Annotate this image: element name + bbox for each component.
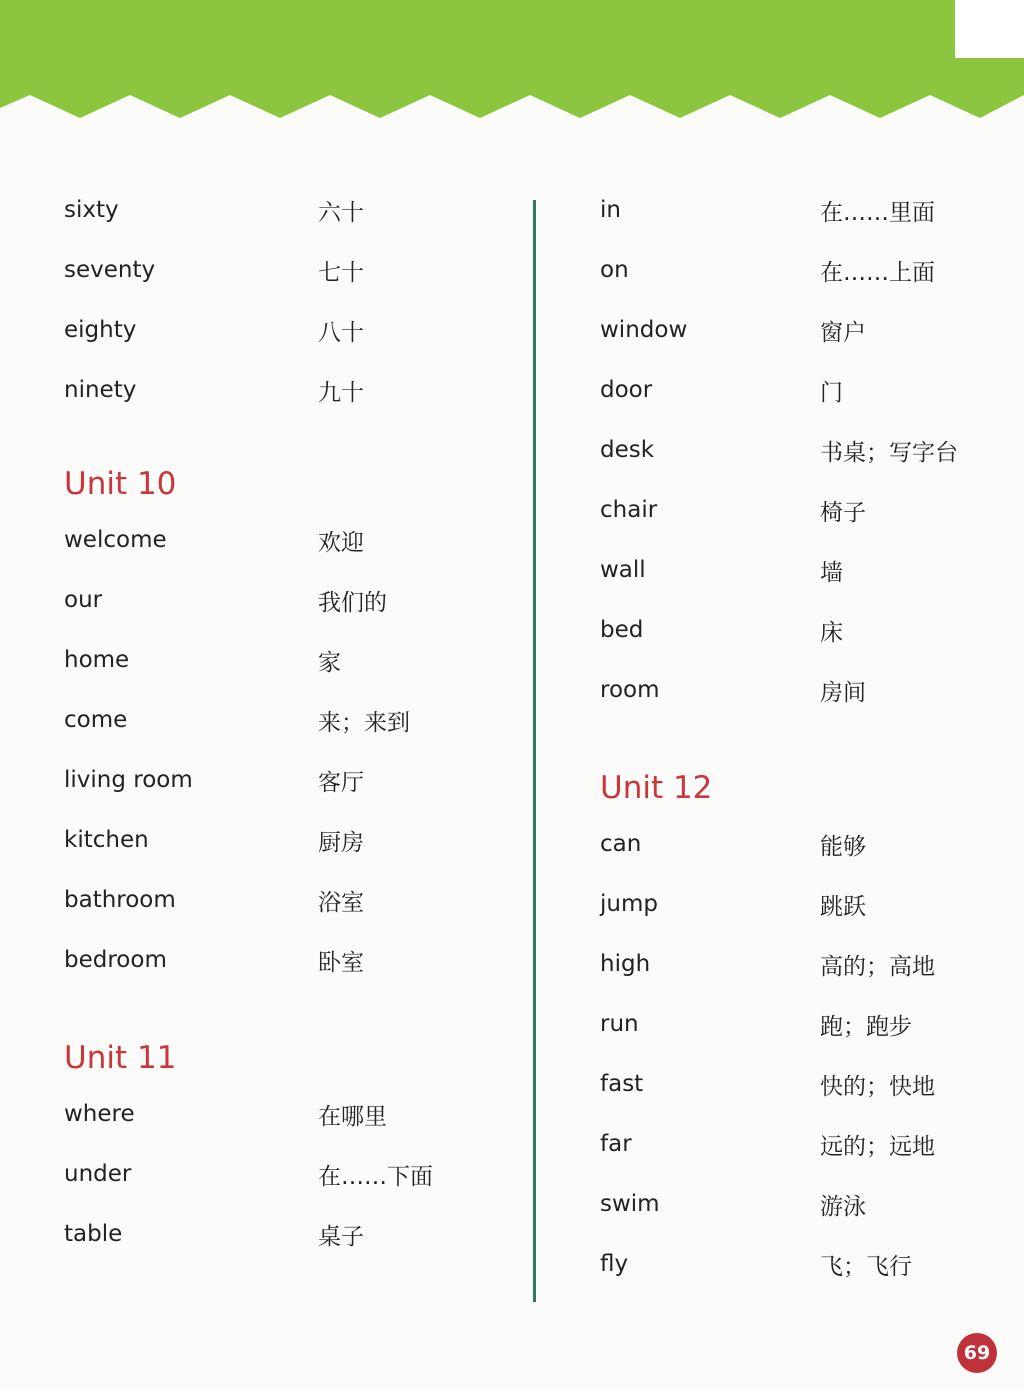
word-en: home xyxy=(64,647,130,673)
word-row xyxy=(64,240,504,300)
word-row xyxy=(600,180,1000,240)
word-en: on xyxy=(600,257,629,283)
word-zh: 厨房 xyxy=(318,829,364,856)
word-en: high xyxy=(600,951,651,977)
word-zh: 在……上面 xyxy=(820,259,935,286)
word-row xyxy=(600,240,1000,300)
word-row xyxy=(64,300,504,360)
word-row xyxy=(64,1084,504,1144)
word-row xyxy=(64,630,504,690)
word-en: room xyxy=(600,677,660,703)
word-row xyxy=(600,360,1000,420)
word-row xyxy=(64,1204,504,1264)
word-zh: 跳跃 xyxy=(820,893,866,920)
word-en: where xyxy=(64,1101,135,1127)
word-zh: 九十 xyxy=(318,379,364,406)
unit-title: Unit 11 xyxy=(64,1040,177,1076)
word-row xyxy=(600,420,1000,480)
unit-11-words xyxy=(64,1084,504,1264)
unit-10-heading xyxy=(64,454,504,510)
word-en: living room xyxy=(64,767,193,793)
word-row xyxy=(600,934,1000,994)
word-en: run xyxy=(600,1011,639,1037)
word-zh: 跑；跑步 xyxy=(820,1013,912,1040)
word-row xyxy=(600,660,1000,720)
word-en: door xyxy=(600,377,653,403)
word-row xyxy=(600,814,1000,874)
word-row xyxy=(64,930,504,990)
word-row xyxy=(64,1144,504,1204)
word-row xyxy=(64,180,504,240)
word-row xyxy=(600,994,1000,1054)
unit-11-heading xyxy=(64,1028,504,1084)
right-column xyxy=(600,180,1000,1294)
word-zh: 快的；快地 xyxy=(820,1073,935,1100)
word-zh: 飞；飞行 xyxy=(820,1253,912,1280)
word-en: fast xyxy=(600,1071,644,1097)
unit-10-words xyxy=(64,510,504,990)
word-en: kitchen xyxy=(64,827,149,853)
word-zh: 墙 xyxy=(820,559,843,586)
word-zh: 在……下面 xyxy=(318,1163,433,1190)
word-zh: 卧室 xyxy=(318,949,364,976)
word-en: ninety xyxy=(64,377,137,403)
word-row xyxy=(64,690,504,750)
word-row xyxy=(64,360,504,420)
word-zh: 八十 xyxy=(318,319,364,346)
word-row xyxy=(64,870,504,930)
word-zh: 窗户 xyxy=(820,319,866,346)
word-en: bedroom xyxy=(64,947,167,973)
unit-12-words xyxy=(600,814,1000,1294)
page-number-badge: 69 xyxy=(957,1333,997,1373)
word-zh: 椅子 xyxy=(820,499,866,526)
green-zigzag-banner xyxy=(0,0,1024,130)
right-top-words xyxy=(600,180,1000,720)
unit-12-heading xyxy=(600,758,1000,814)
word-zh: 六十 xyxy=(318,199,364,226)
word-en: jump xyxy=(600,891,658,917)
word-zh: 浴室 xyxy=(318,889,364,916)
unit-title: Unit 12 xyxy=(600,770,713,806)
word-en: sixty xyxy=(64,197,119,223)
word-en: under xyxy=(64,1161,132,1187)
column-divider xyxy=(533,200,536,1302)
word-zh: 七十 xyxy=(318,259,364,286)
word-zh: 我们的 xyxy=(318,589,387,616)
word-zh: 能够 xyxy=(820,833,866,860)
word-en: eighty xyxy=(64,317,137,343)
word-row xyxy=(600,600,1000,660)
word-zh: 桌子 xyxy=(318,1223,364,1250)
word-en: table xyxy=(64,1221,123,1247)
word-row xyxy=(600,1234,1000,1294)
word-zh: 远的；远地 xyxy=(820,1133,935,1160)
word-en: wall xyxy=(600,557,646,583)
word-en: our xyxy=(64,587,103,613)
word-row xyxy=(64,750,504,810)
word-en: swim xyxy=(600,1191,660,1217)
word-row xyxy=(600,1114,1000,1174)
word-en: in xyxy=(600,197,621,223)
word-zh: 房间 xyxy=(820,679,866,706)
word-row xyxy=(600,300,1000,360)
word-en: welcome xyxy=(64,527,167,553)
word-row xyxy=(64,510,504,570)
word-row xyxy=(600,874,1000,934)
word-zh: 游泳 xyxy=(820,1193,866,1220)
word-zh: 书桌；写字台 xyxy=(820,439,958,466)
word-zh: 高的；高地 xyxy=(820,953,935,980)
word-zh: 欢迎 xyxy=(318,529,364,556)
corner-blank xyxy=(955,0,1024,58)
word-zh: 在……里面 xyxy=(820,199,935,226)
left-top-words xyxy=(64,180,504,420)
word-en: can xyxy=(600,831,642,857)
word-zh: 客厅 xyxy=(318,769,364,796)
word-en: window xyxy=(600,317,688,343)
word-zh: 家 xyxy=(318,649,341,676)
word-en: fly xyxy=(600,1251,629,1277)
word-en: bathroom xyxy=(64,887,176,913)
left-column xyxy=(64,180,504,1264)
word-en: bed xyxy=(600,617,644,643)
word-row xyxy=(600,1174,1000,1234)
word-zh: 门 xyxy=(820,379,843,406)
word-row xyxy=(600,480,1000,540)
word-en: far xyxy=(600,1131,632,1157)
word-zh: 床 xyxy=(820,619,843,646)
word-en: seventy xyxy=(64,257,156,283)
word-en: desk xyxy=(600,437,655,463)
word-zh: 在哪里 xyxy=(318,1103,387,1130)
word-row xyxy=(64,570,504,630)
word-row xyxy=(64,810,504,870)
unit-title: Unit 10 xyxy=(64,466,177,502)
word-zh: 来；来到 xyxy=(318,709,410,736)
word-row xyxy=(600,1054,1000,1114)
word-en: come xyxy=(64,707,128,733)
word-en: chair xyxy=(600,497,658,523)
word-row xyxy=(600,540,1000,600)
